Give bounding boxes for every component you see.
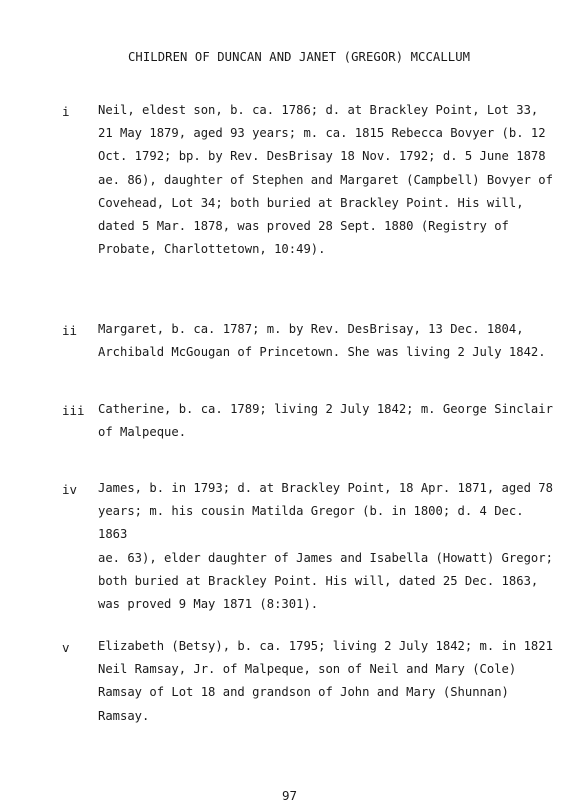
entry-numeral: v [62,640,70,655]
entry-text: Catherine, b. ca. 1789; living 2 July 1842; m. George Sinclair of Malpeque. [98,402,553,440]
page-number: 97 [282,788,298,803]
entry-text: James, b. in 1793; d. at Brackley Point, 18 Apr. 1871, aged 78 years; m. his cousin Matilda Gregor (b. in 1800; d. 4 Dec. 1863 ae. 63), elder daughter of James and Isabella (Howatt) Gregor; both buried at Brackley Point. His will, dated 25 Dec. 1863, was proved 9 May 1871 (8:301). [98,481,553,612]
entry-numeral: i [62,104,70,119]
entry-text: Margaret, b. ca. 1787; m. by Rev. DesBrisay, 13 Dec. 1804, Archibald McGougan of Princetown. She was living 2 July 1842. [98,322,546,360]
page-title: CHILDREN OF DUNCAN AND JANET (GREGOR) MCCALLUM [128,50,471,64]
entry-numeral: iv [62,482,78,497]
entry-numeral: ii [62,323,78,338]
entry-text: Elizabeth (Betsy), b. ca. 1795; living 2 July 1842; m. in 1821 Neil Ramsay, Jr. of Malpeque, son of Neil and Mary (Cole) Ramsay of Lot 18 and grandson of John and Mary (Shunnan) Ramsay. [98,639,553,723]
entry-text: Neil, eldest son, b. ca. 1786; d. at Brackley Point, Lot 33, 21 May 1879, aged 93 years; m. ca. 1815 Rebecca Bovyer (b. 12 Oct. 1792; bp. by Rev. DesBrisay 18 Nov. 1792; d. 5 June 1878 ae. 86), daughter of Stephen and Margaret (Campbell) Bovyer of Covehead, Lot 34; both buried at Brackley Point. His will, dated 5 Mar. 1878, was proved 28 Sept. 1880 (Registry of Probate, Charlottetown, 10:49). [98,103,553,257]
entry-numeral: iii [62,403,85,418]
